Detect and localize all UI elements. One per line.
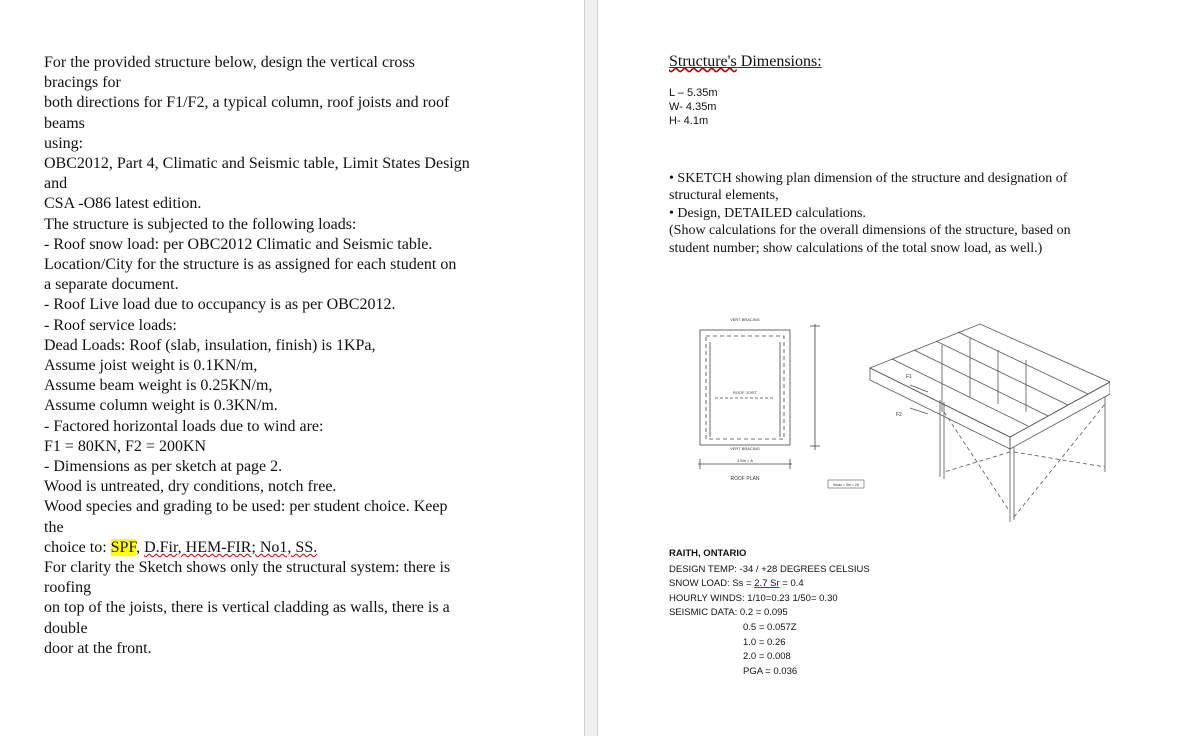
text-line: and [44,175,68,193]
text-line: - Dimensions as per sketch at page 2. [44,458,283,476]
bullet-line: (Show calculations for the overall dimensions of the structure, based on [669,223,1071,239]
dimension-height: H- 4.1m [669,115,709,127]
text-line: - Roof Live load due to occupancy is as per OBC2012. [44,296,396,314]
choice-prefix: choice to: [44,538,111,556]
text-line: - Roof snow load: per OBC2012 Climatic and Seismic table. [44,235,433,253]
dimensions-list [669,86,718,128]
requirements-bullets [669,170,1129,257]
heading-word-dimensions: Dimensions: [736,53,822,70]
text-line: F1 = 80KN, F2 = 200KN [44,437,207,455]
hourly-winds: HOURLY WINDS: 1/10=0.23 1/50= 0.30 [669,593,838,604]
roof-top [870,324,1110,437]
location-title: RAITH, ONTARIO [669,548,747,559]
snow-ss-value: 2.7 [754,578,768,589]
snow-prefix: SNOW LOAD: Ss = [669,578,755,589]
text-line: Location/City for the structure is as assigned for each student on [44,256,457,274]
text-line: Assume joist weight is 0.1KN/m, [44,357,258,375]
text-line: beams [44,114,85,132]
text-line: Assume column weight is 0.3KN/m. [44,397,278,415]
text-line: bracings for [44,74,121,92]
text-line: CSA -O86 latest edition. [44,195,202,213]
text-line: using: [44,134,84,152]
text-line: Dead Loads: Roof (slab, insulation, finish) is 1KPa, [44,336,376,354]
left-page [0,0,584,736]
bracing-side [1014,452,1105,467]
dimensions-heading [669,53,822,71]
plan-inner-dashed [706,336,784,439]
roof-side-edge [1010,382,1110,449]
choice-line [44,538,524,558]
text-line: - Roof service loads: [44,316,177,334]
arrow-f1 [910,385,928,392]
snow-load [669,578,804,589]
page-gutter [584,0,598,736]
text-line: both directions for F1/F2, a typical column, roof joists and roof [44,94,450,112]
label-roof-joist: ROOF JOIST [733,390,757,395]
seismic-data: SEISMIC DATA: 0.2 = 0.095 [669,607,788,618]
label-f1: F1 [906,374,912,380]
text-line: For clarity the Sketch shows only the structural system: there is [44,559,451,577]
text-line: Assume beam weight is 0.25KN/m, [44,377,273,395]
text-line: a separate document. [44,276,179,294]
bullet-line: • Design, DETAILED calculations. [669,205,867,221]
joist-line [914,350,1048,416]
isometric-drawing [870,324,1110,522]
highlighted-choice: SPF [110,538,137,556]
bracing-front [944,412,1010,512]
joist-line [936,341,1068,405]
text-line: The structure is subjected to the following loads: [44,215,357,233]
snow-suffix: = 0.4 [779,578,804,589]
text-line: roofing [44,579,92,597]
label-vert-bracing-bottom: VERT BRACING [730,446,760,451]
heading-word-structures: Structure's [669,53,737,70]
text-line: - Factored horizontal loads due to wind are: [44,417,324,435]
text-line: door at the front. [44,639,152,657]
label-roof-plan: ROOF PLAN [730,476,760,482]
design-temp: DESIGN TEMP: -34 / +28 DEGREES CELSIUS [669,564,870,575]
joist-line [958,332,1088,394]
dimension-width: W- 4.35m [669,101,717,113]
seismic-20: 2.0 = 0.008 [743,651,791,662]
snow-sr-label: Sr [767,578,780,589]
text-line: double [44,619,88,637]
bullet-line: • SKETCH showing plan dimension of the structure and designation of [669,171,1068,186]
choice-comma: , [136,538,145,556]
height-tag: Hmax = 3m = 2A [832,483,860,487]
joist-line [892,359,1028,426]
seismic-10: 1.0 = 0.26 [743,637,786,648]
structure-sketch [680,312,1110,537]
text-line: Wood is untreated, dry conditions, notch free. [44,478,337,496]
text-line: OBC2012, Part 4, Climatic and Seismic table, Limit States Design [44,155,470,173]
seismic-05: 0.5 = 0.057Z [743,622,797,633]
label-f2: F2 [896,412,902,418]
arrow-f2 [910,408,928,414]
text-line: the [44,518,64,536]
struck-choices: D.Fir, HEM-FIR; No1, SS. [144,538,318,556]
bullet-line: structural elements, [669,188,779,204]
text-line: on top of the joists, there is vertical cladding as walls, there is a [44,599,450,617]
seismic-pga: PGA = 0.036 [743,666,798,677]
dimension-length: L – 5.35m [669,87,718,99]
label-vert-bracing-top: VERT BRACING [730,317,760,322]
assignment-text [44,53,524,659]
text-line: For the provided structure below, design the vertical cross [44,54,415,71]
bullet-line: student number; show calculations of the total snow load, as well.) [669,240,1043,256]
bracing-side [1014,404,1105,517]
plan-outline [700,330,790,445]
text-line: Wood species and grading to be used: per student choice. Keep [44,498,448,516]
label-plan-dimension: 3.5m = A [737,458,753,463]
